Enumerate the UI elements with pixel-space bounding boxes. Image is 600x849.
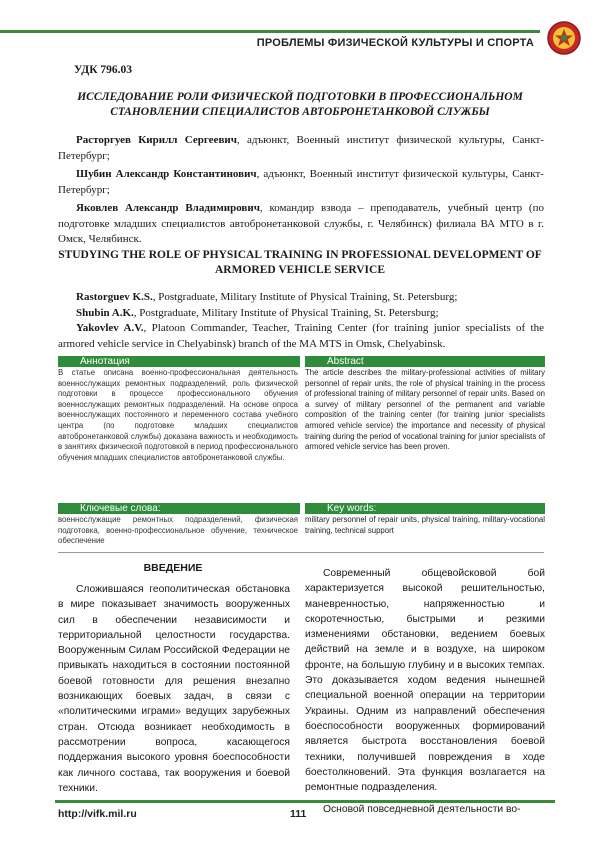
author-info: , командир взвода – преподаватель, учебный центр (по подготовке младших специалистов автобронетанковой службы, г. Челябинск) филиала ВА МТО в г. Омск, Челябинск. bbox=[58, 202, 544, 245]
article-title-en: STUDYING THE ROLE OF PHYSICAL TRAINING IN PROFESSIONAL DEVELOPMENT OF ARMORED VEHICLE SERVICE bbox=[58, 249, 542, 276]
article-title-ru: ИССЛЕДОВАНИЕ РОЛИ ФИЗИЧЕСКОЙ ПОДГОТОВКИ В ПРОФЕССИОНАЛЬНОМ СТАНОВЛЕНИИ СПЕЦИАЛИСТОВ АВТОБРОНЕТАНКОВОЙ СЛУЖБЫ bbox=[77, 91, 523, 118]
author-name: Rastorguev K.S. bbox=[76, 291, 153, 303]
author-name: Расторгуев Кирилл Сергеевич bbox=[76, 134, 237, 146]
journal-header bbox=[0, 20, 600, 70]
footer-stripe bbox=[55, 800, 555, 803]
body-column-left bbox=[58, 582, 290, 796]
author-name: Яковлев Александр Владимирович bbox=[76, 202, 260, 214]
footer-url[interactable]: http://vifk.mil.ru bbox=[58, 808, 137, 820]
author-info: , адъюнкт, Военный институт физической культуры, Санкт-Петербург; bbox=[58, 134, 544, 162]
academy-emblem-icon bbox=[546, 20, 582, 56]
author-name: Yakovlev A.V. bbox=[76, 322, 144, 334]
body-column-right bbox=[305, 566, 545, 818]
page-number: 111 bbox=[290, 808, 307, 820]
keywords-ru-heading: Ключевые слова: bbox=[58, 503, 300, 514]
body-paragraph: Основой повседневной деятельности во- bbox=[323, 804, 521, 816]
header-stripe bbox=[0, 30, 540, 33]
keywords-ru-text: военнослужащие ремонтных подразделений, физическая подготовка, военно-профессиональное обучение, техническое обеспечение bbox=[58, 515, 298, 546]
author-en-3 bbox=[58, 321, 544, 352]
section-divider bbox=[58, 552, 544, 553]
journal-title: ПРОБЛЕМЫ ФИЗИЧЕСКОЙ КУЛЬТУРЫ И СПОРТА bbox=[256, 37, 534, 49]
abstract-ru-heading: Аннотация bbox=[58, 356, 300, 367]
author-name: Шубин Александр Константинович bbox=[76, 168, 257, 180]
keywords-en-heading: Key words: bbox=[305, 503, 545, 514]
abstract-ru-text: В статье описана военно-профессиональная деятельность военнослужащих ремонтных подразделений, роль физической подготовки в процессе профессионального обучения военнослужащих ремонтных подразделений. На основе опроса военнослужащих постоянного и переменного состава учебного центра (по подготовке младших специалистов автобронетанковой службы) доказана важность и необходимость в занятиях физической подготовкой в период профессионального обучения младших специалистов автобронетанковой службы. bbox=[58, 368, 298, 462]
author-ru-1 bbox=[58, 133, 544, 164]
author-ru-3 bbox=[58, 201, 544, 248]
authors-ru bbox=[58, 133, 544, 251]
abstract-en-heading: Abstract bbox=[305, 356, 545, 367]
body-paragraph: Сложившаяся геополитическая обстановка в мире показывает значимость вооруженных сил в обеспечении независимости и территориальной целостности государства. Вооруженным Силам Российской Федерации не привыкать находиться в состоянии постоянной боевой готовности для решения внезапно возникающих боевых задач, в связи с «политическими играми» ведущих зарубежных стран. Отсюда возникает необходимость в рассмотрении вопроса, касающегося поддержания высокого уровня боеспособности как личного состава, так вооружения и боевой техники. bbox=[58, 584, 290, 794]
abstract-en-text: The article describes the military-professional activities of military personnel of repair units, the role of physical training in the process of professional training of military personnel of repair units. Based on a survey of military personnel of the permanent and variable composition of the training center (for training junior specialists armored vehicle service) the importance and necessity of physical training during the period of vocational training for junior specialists of armored vehicle service has been proven. bbox=[305, 368, 545, 452]
author-en-2 bbox=[58, 306, 544, 322]
author-info: , адъюнкт, Военный институт физической культуры, Санкт-Петербург; bbox=[58, 168, 544, 196]
keywords-en-text: military personnel of repair units, physical training, military-vocational training, technical support bbox=[305, 515, 545, 535]
section-heading: ВВЕДЕНИЕ bbox=[143, 562, 203, 574]
author-info: , Postgraduate, Military Institute of Physical Training, St. Petersburg; bbox=[152, 291, 458, 303]
author-ru-2 bbox=[58, 167, 544, 198]
author-name: Shubin A.K. bbox=[76, 306, 134, 319]
author-info: , Postgraduate, Military Institute of Physical Training, St. Petersburg; bbox=[133, 306, 439, 319]
body-paragraph: Современный общевойсковой бой характеризуется высокой решительностью, маневренностью, напряженностью и скоротечностью, быстрыми и резкими изменениями обстановки, ведением боевых действий на земле и в воздухе, на широком фронте, на большую глубину и в высоких темпах. Это доказывается ходом ведения нынешней специальной военной операции на территории Украины. Одним из направлений обеспечения боеспособности вооруженных формирований является быстрота восстановления боевой техники, получившей повреждения в ходе боестолкновений. Эта функция возлагается на ремонтные подразделения. bbox=[305, 568, 545, 794]
author-info: , Platoon Commander, Teacher, Training Center (for training junior specialists of the armored vehicle service in Chelyabinsk) branch of the MA MTS in Omsk, Chelyabinsk. bbox=[58, 322, 544, 350]
authors-en bbox=[58, 290, 544, 352]
author-en-1 bbox=[58, 290, 544, 306]
udk-code: УДК 796.03 bbox=[74, 64, 133, 76]
